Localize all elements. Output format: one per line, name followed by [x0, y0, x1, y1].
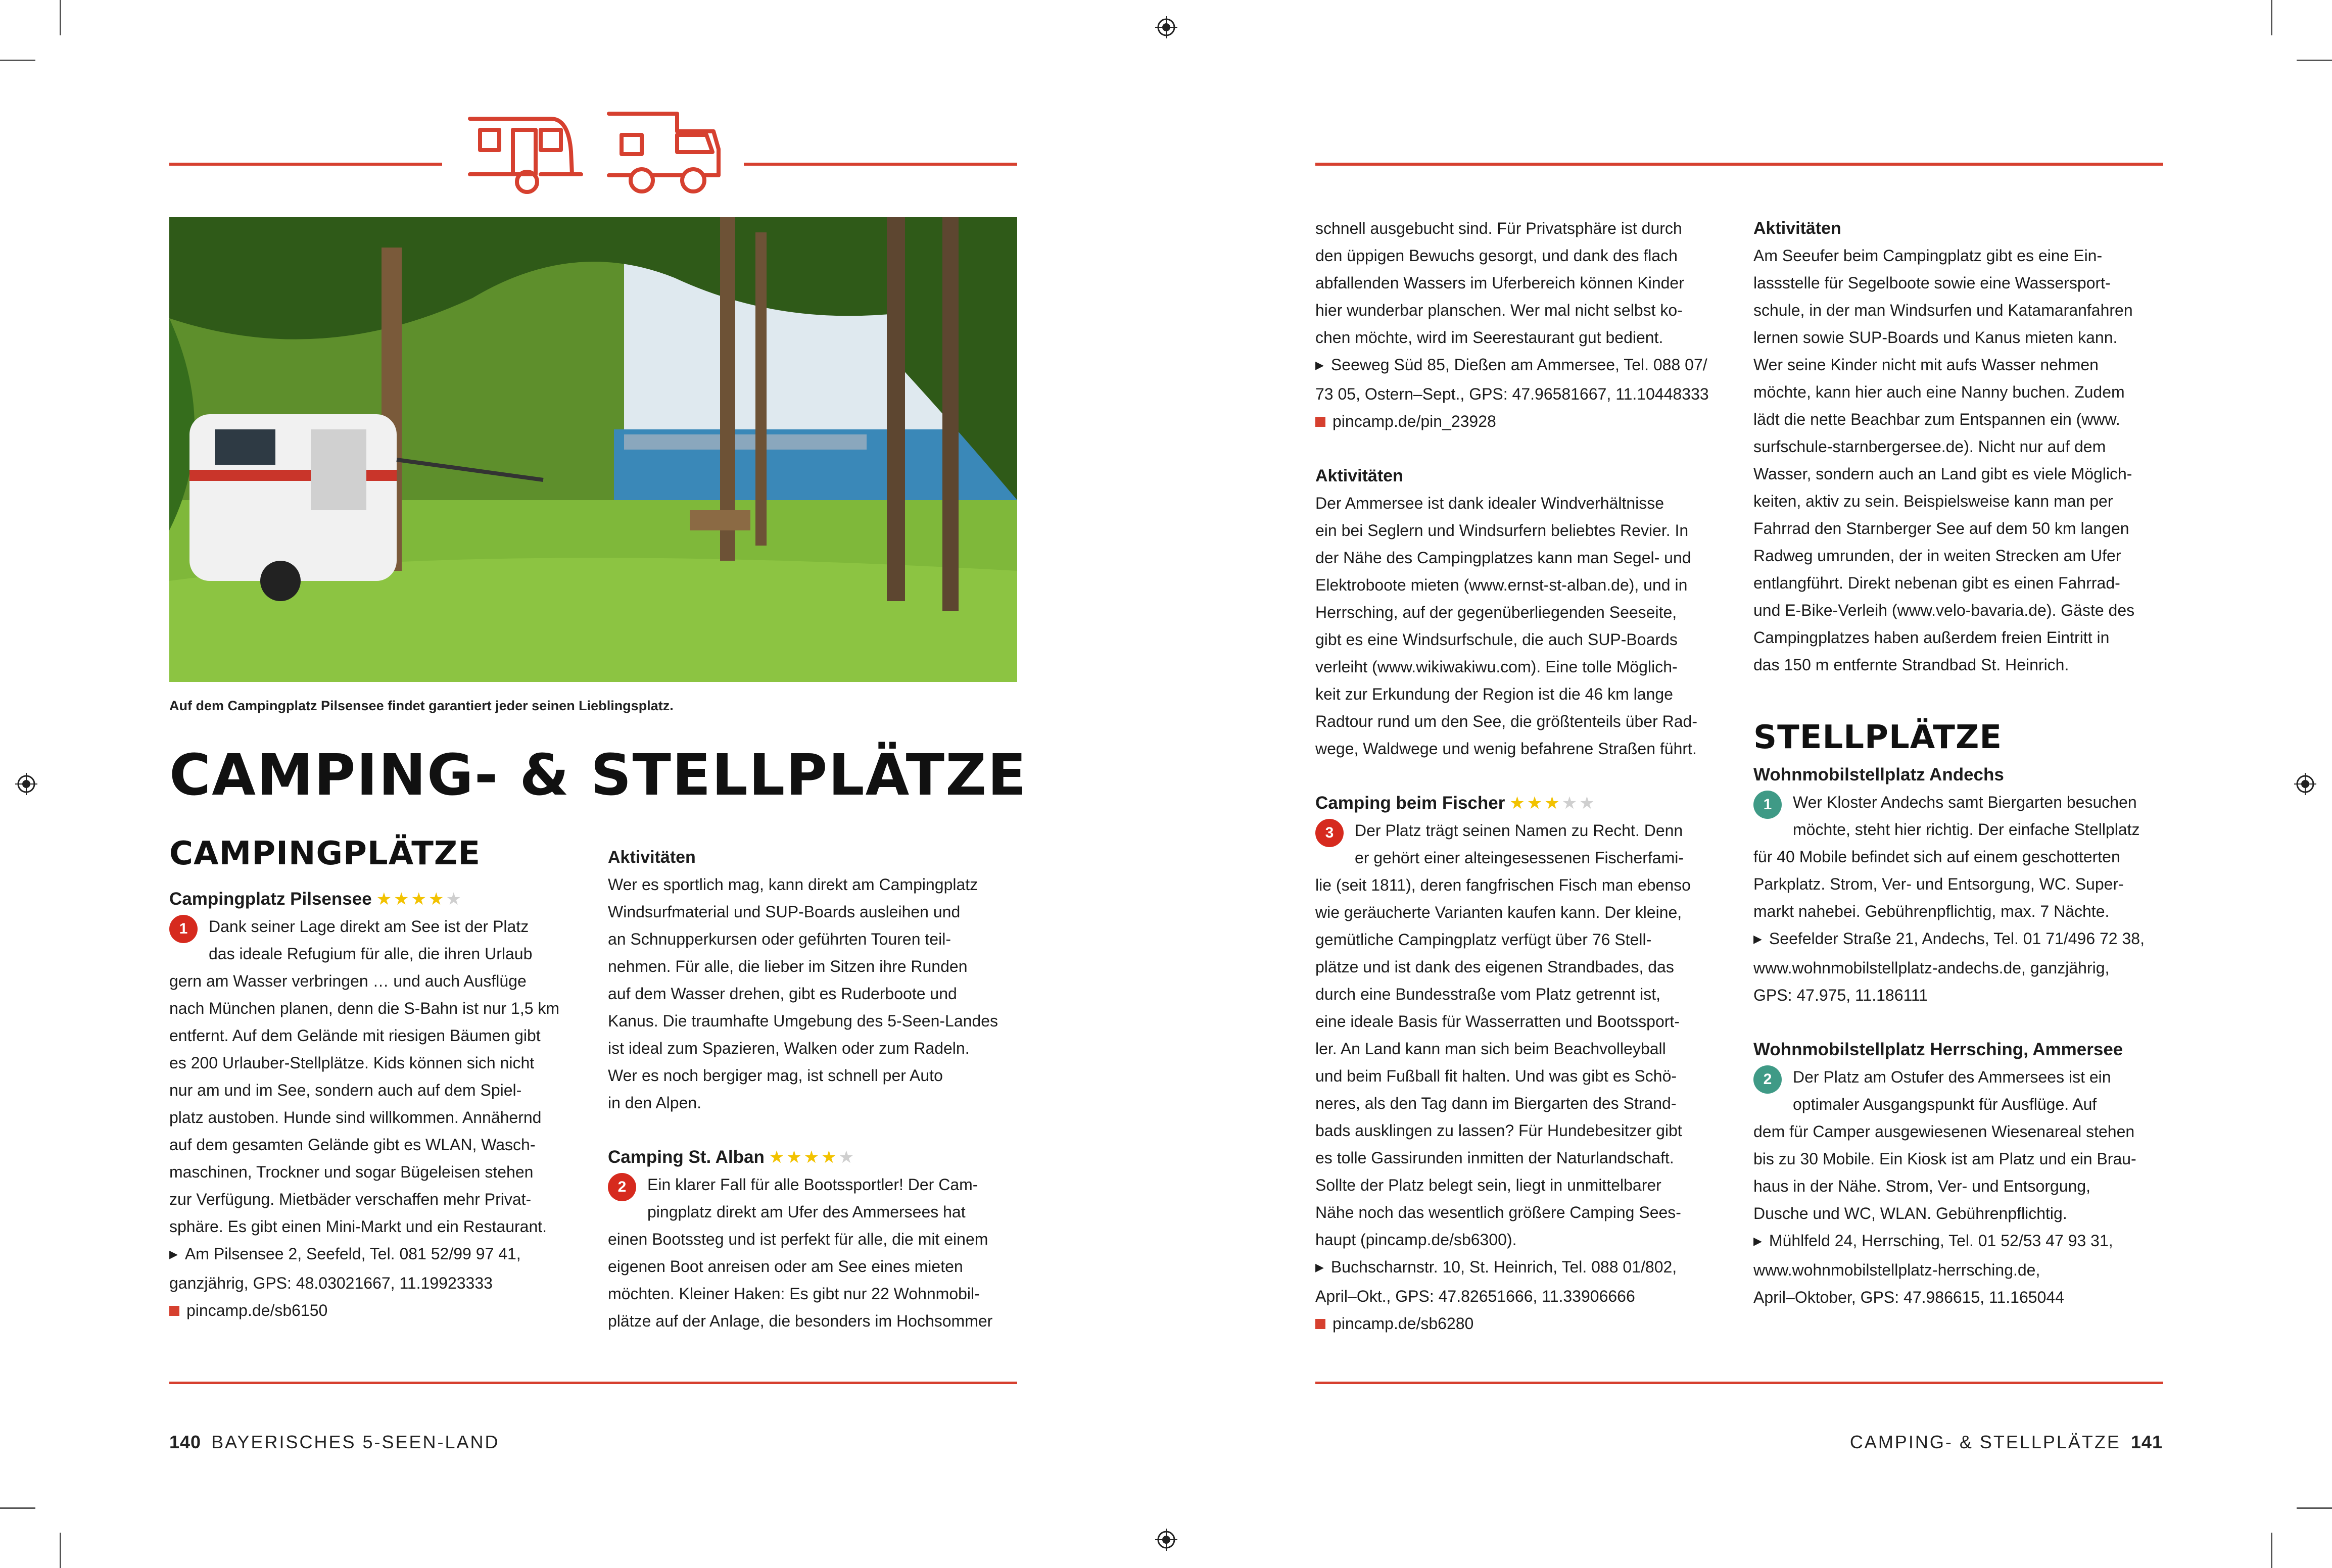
rating-stars: ★★★★★	[1509, 794, 1597, 813]
location-number-badge: 1	[1753, 791, 1782, 819]
left-column-1	[169, 836, 579, 1324]
text-line: neres, als den Tag dann im Biergarten des Strand-	[1315, 1094, 1677, 1112]
pincamp-link[interactable]: pincamp.de/sb6280	[1315, 1310, 1730, 1337]
text-line: markt nahebei. Gebührenpflichtig, max. 7 Nächte.	[1753, 902, 2110, 921]
text-line: lassstelle für Segelboote sowie eine Wassersport-	[1753, 274, 2111, 292]
text-line: keiten, aktiv zu sein. Beispielsweise kann man per	[1753, 492, 2113, 510]
text-line: Elektroboote mieten (www.ernst-st-alban.de), und in	[1315, 576, 1688, 594]
address-line: April–Oktober, GPS: 47.986615, 11.165044	[1753, 1288, 2064, 1307]
right-column-2	[1753, 215, 2168, 1311]
text-line: Wer Kloster Andechs samt Biergarten besuchen	[1793, 793, 2137, 812]
text-line: einen Bootssteg und ist perfekt für alle, die mit einem	[608, 1230, 988, 1248]
text-line: Der Platz am Ostufer des Ammersees ist ein	[1793, 1068, 2111, 1087]
activities-heading: Aktivitäten	[1753, 219, 1841, 238]
text-line: chen möchte, wird im Seerestaurant gut bedient.	[1315, 328, 1663, 347]
entry-body-andechs	[1753, 789, 2168, 1009]
text-line: schnell ausgebucht sind. Für Privatsphäre ist durch	[1315, 219, 1682, 237]
location-number-badge: 3	[1315, 819, 1344, 847]
text-line: ist ideal zum Spazieren, Walken oder zum Radeln.	[608, 1039, 970, 1057]
footer-right	[1850, 1432, 2163, 1453]
page-number: 141	[2130, 1432, 2163, 1452]
bottom-rule-left	[169, 1382, 1017, 1384]
address-line: ▶ Mühlfeld 24, Herrsching, Tel. 01 52/53 47 93 31,	[1753, 1227, 2168, 1256]
page-title: CAMPING- & STELLPLÄTZE	[169, 743, 1027, 808]
text-lines	[1315, 215, 1730, 351]
text-line: nach München planen, denn die S-Bahn ist nur 1,5 km	[169, 999, 560, 1018]
text-line: durch eine Bundesstraße vom Platz getrennt ist,	[1315, 985, 1661, 1003]
text-line: entlangführt. Direkt nebenan gibt es einen Fahrrad-	[1753, 574, 2120, 592]
address-line: ▶ Seeweg Süd 85, Dießen am Ammersee, Tel. 088 07/	[1315, 351, 1730, 380]
entry-body-st-alban	[608, 1171, 1022, 1335]
text-line: Radtour rund um den See, die größtenteils über Rad-	[1315, 712, 1697, 730]
top-rule-right	[1315, 163, 2163, 166]
text-line: möchte, steht hier richtig. Der einfache Stellplatz	[1793, 820, 2140, 839]
text-line: gemütliche Campingplatz verfügt über 76 Stell-	[1315, 930, 1652, 949]
text-line: optimaler Ausgangspunkt für Ausflüge. Auf	[1793, 1095, 2097, 1114]
pincamp-link[interactable]: pincamp.de/sb6150	[169, 1297, 579, 1324]
entry-title-row	[169, 886, 579, 913]
text-line: eine ideale Basis für Wasserratten und Bootssport-	[1315, 1012, 1680, 1031]
text-line: wege, Waldwege und wenig befahrene Straßen führt.	[1315, 740, 1697, 758]
text-line: abfallenden Wassers im Uferbereich können Kinder	[1315, 274, 1684, 292]
text-line: Wer seine Kinder nicht mit aufs Wasser nehmen	[1753, 356, 2099, 374]
location-number-badge: 1	[169, 915, 198, 943]
text-line: nur am und im See, sondern auch auf dem Spiel-	[169, 1081, 522, 1100]
location-number-badge: 2	[608, 1173, 636, 1201]
entry-title-andechs: Wohnmobilstellplatz Andechs	[1753, 765, 2004, 785]
text-line: Wer es sportlich mag, kann direkt am Campingplatz	[608, 875, 978, 894]
entry-title-row	[1315, 790, 1730, 817]
text-line: Sollte der Platz belegt sein, liegt in unmittelbarer	[1315, 1176, 1661, 1194]
text-line: Dank seiner Lage direkt am See ist der Platz	[209, 917, 529, 936]
text-line: verleiht (www.wikiwakiwu.com). Eine tolle Möglich-	[1315, 658, 1678, 676]
entry-title-fischer: Camping beim Fischer	[1315, 793, 1505, 813]
text-line: und E-Bike-Verleih (www.velo-bavaria.de). Gäste des	[1753, 601, 2135, 619]
address-line: ▶ Seefelder Straße 21, Andechs, Tel. 01 71/496 72 38,	[1753, 925, 2168, 954]
caravan-icon	[470, 119, 581, 192]
text-line: lädt die nette Beachbar zum Entspannen ein (www.	[1753, 410, 2120, 428]
text-line: plätze und ist dank des eigenen Strandbades, das	[1315, 958, 1674, 976]
rating-stars: ★★★★★	[376, 890, 463, 909]
text-line: er gehört einer alteingesessenen Fischerfami-	[1355, 849, 1684, 867]
text-line: lernen sowie SUP-Boards und Kanus mieten kann.	[1753, 328, 2118, 347]
text-line: für 40 Mobile befindet sich auf einem geschotterten	[1753, 848, 2120, 866]
text-line: dem für Camper ausgewiesenen Wiesenareal stehen	[1753, 1122, 2135, 1141]
text-line: in den Alpen.	[608, 1094, 702, 1112]
entry-title-pilsensee: Campingplatz Pilsensee	[169, 889, 372, 909]
text-line: sphäre. Es gibt einen Mini-Markt und ein Restaurant.	[169, 1217, 547, 1236]
text-line: Parkplatz. Strom, Ver- und Entsorgung, WC. Super-	[1753, 875, 2124, 894]
text-line: das ideale Refugium für alle, die ihren Urlaub	[209, 945, 533, 963]
text-lines	[169, 913, 579, 1240]
crop-mark	[2297, 60, 2332, 61]
text-line: pingplatz direkt am Ufer des Ammersees hat	[647, 1203, 966, 1221]
text-line: platz austoben. Hunde sind willkommen. Annähernd	[169, 1108, 542, 1127]
right-column-1	[1315, 215, 1730, 1337]
address-line: www.wohnmobilstellplatz-andechs.de, ganzjährig,	[1753, 959, 2110, 977]
text-line: Nähe noch das wesentlich größere Camping Sees-	[1315, 1203, 1681, 1221]
crop-mark	[0, 1507, 35, 1509]
text-line: nehmen. Für alle, die lieber im Sitzen ihre Runden	[608, 957, 968, 975]
text-line: Wasser, sondern auch an Land gibt es viele Möglich-	[1753, 465, 2132, 483]
left-column-2	[608, 844, 1022, 1335]
entry-title-herrsching: Wohnmobilstellplatz Herrsching, Ammersee	[1753, 1040, 2123, 1060]
entry-title-row	[608, 1144, 1022, 1171]
footer-left	[169, 1432, 500, 1453]
text-lines	[608, 871, 1022, 1116]
photo-caption: Auf dem Campingplatz Pilsensee findet garantiert jeder seinen Lieblingsplatz.	[169, 698, 674, 713]
crop-mark	[2271, 0, 2272, 35]
text-line: bads ausklingen zu lassen? Für Hundebesitzer gibt	[1315, 1121, 1682, 1140]
text-line: möchten. Kleiner Haken: Es gibt nur 22 Wohnmobil-	[608, 1285, 980, 1303]
registration-mark	[2294, 773, 2316, 795]
entry-title-st-alban: Camping St. Alban	[608, 1147, 765, 1167]
text-line: surfschule-starnbergersee.de). Nicht nur auf dem	[1753, 437, 2106, 456]
registration-mark	[1155, 1529, 1177, 1551]
activities-heading: Aktivitäten	[1315, 466, 1403, 485]
section-heading-stellplaetze: STELLPLÄTZE	[1753, 719, 2003, 756]
text-line: Der Platz trägt seinen Namen zu Recht. Denn	[1355, 821, 1683, 840]
text-line: keit zur Erkundung der Region ist die 46 km lange	[1315, 685, 1673, 703]
text-line: gern am Wasser verbringen … und auch Ausflüge	[169, 972, 527, 991]
text-lines	[1753, 242, 2168, 678]
text-line: Campingplatzes haben außerdem freien Eintritt in	[1753, 628, 2110, 647]
location-number-badge: 2	[1753, 1065, 1782, 1094]
text-lines	[1315, 817, 1730, 1253]
top-rule-left-a	[169, 163, 442, 166]
crop-mark	[60, 0, 61, 35]
crop-mark	[60, 1533, 61, 1568]
page-number: 140	[169, 1432, 202, 1452]
text-line: Ein klarer Fall für alle Bootssportler! Der Cam-	[647, 1175, 978, 1194]
address-line: ganzjährig, GPS: 48.03021667, 11.19923333	[169, 1274, 493, 1293]
text-lines	[1315, 489, 1730, 762]
crop-mark	[2271, 1533, 2272, 1568]
text-line: Dusche und WC, WLAN. Gebührenpflichtig.	[1753, 1204, 2067, 1223]
address-line: ▶ Buchscharnstr. 10, St. Heinrich, Tel. 088 01/802,	[1315, 1253, 1730, 1283]
campsite-photo	[169, 217, 1017, 682]
bottom-rule-right	[1315, 1382, 2163, 1384]
address-line: 73 05, Ostern–Sept., GPS: 47.96581667, 11.10448333	[1315, 385, 1709, 403]
activities-heading: Aktivitäten	[608, 848, 696, 867]
text-line: ein bei Seglern und Windsurfern beliebtes Revier. In	[1315, 521, 1689, 540]
text-line: schule, in der man Windsurfen und Katamaranfahren	[1753, 301, 2133, 319]
text-line: eigenen Boot anreisen oder am See eines mieten	[608, 1257, 963, 1276]
text-line: Herrsching, auf der gegenüberliegenden Seeseite,	[1315, 603, 1677, 621]
text-line: entfernt. Auf dem Gelände mit riesigen Bäumen gibt	[169, 1026, 541, 1045]
crop-mark	[0, 60, 35, 61]
section-heading-campingplaetze: CAMPINGPLÄTZE	[169, 835, 481, 872]
text-line: gibt es eine Windsurfschule, die auch SUP-Boards	[1315, 630, 1678, 649]
registration-mark	[15, 773, 37, 795]
text-line: Fahrrad den Starnberger See auf dem 50 km langen	[1753, 519, 2129, 537]
text-line: Am Seeufer beim Campingplatz gibt es eine Ein-	[1753, 247, 2103, 265]
footer-title: BAYERISCHES 5-SEEN-LAND	[211, 1432, 500, 1452]
text-lines	[608, 1171, 1022, 1335]
text-line: ler. An Land kann man sich beim Beachvolleyball	[1315, 1040, 1666, 1058]
text-line: Der Ammersee ist dank idealer Windverhältnisse	[1315, 494, 1664, 512]
text-line: hier wunderbar planschen. Wer mal nicht selbst ko-	[1315, 301, 1683, 319]
text-line: maschinen, Trockner und sogar Bügeleisen stehen	[169, 1163, 534, 1182]
text-line: es 200 Urlauber-Stellplätze. Kids können sich nicht	[169, 1054, 535, 1072]
motorhome-icon	[609, 114, 719, 191]
text-line: Radweg umrunden, der in weiten Strecken am Ufer	[1753, 547, 2121, 565]
text-line: und beim Fußball fit halten. Und was gibt es Schö-	[1315, 1067, 1677, 1085]
crop-mark	[2297, 1507, 2332, 1509]
text-line: lie (seit 1811), deren fangfrischen Fisch man ebenso	[1315, 876, 1691, 894]
entry-body-herrsching	[1753, 1063, 2168, 1311]
entry-body-fischer	[1315, 817, 1730, 1337]
registration-mark	[1155, 16, 1177, 38]
text-line: auf dem gesamten Gelände gibt es WLAN, Wasch-	[169, 1136, 536, 1154]
address-line: ▶ Am Pilsensee 2, Seefeld, Tel. 081 52/99 97 41,	[169, 1240, 579, 1269]
text-line: zur Verfügung. Mietbäder verschaffen mehr Privat-	[169, 1190, 532, 1209]
text-lines	[1753, 1063, 2168, 1227]
rating-stars: ★★★★★	[769, 1148, 856, 1167]
text-line: auf dem Wasser drehen, gibt es Ruderboote und	[608, 985, 957, 1003]
footer-title: CAMPING- & STELLPLÄTZE	[1849, 1432, 2121, 1452]
text-lines	[1753, 789, 2168, 925]
text-line: Wer es noch bergiger mag, ist schnell per Auto	[608, 1066, 943, 1085]
text-line: den üppigen Bewuchs gesorgt, und dank des flach	[1315, 247, 1678, 265]
text-line: haus in der Nähe. Strom, Ver- und Entsorgung,	[1753, 1177, 2091, 1196]
text-line: an Schnupperkursen oder geführten Touren teil-	[608, 930, 951, 948]
address-line: www.wohnmobilstellplatz-herrsching.de,	[1753, 1261, 2040, 1280]
vehicle-icons	[465, 104, 728, 200]
text-line: möchte, kann hier auch eine Nanny buchen. Zudem	[1753, 383, 2125, 401]
text-line: das 150 m entfernte Strandbad St. Heinrich.	[1753, 656, 2069, 674]
top-rule-left-b	[744, 163, 1017, 166]
address-line: GPS: 47.975, 11.186111	[1753, 986, 1928, 1005]
text-line: Kanus. Die traumhafte Umgebung des 5-Seen-Landes	[608, 1012, 998, 1030]
text-line: der Nähe des Campingplatzes kann man Segel- und	[1315, 549, 1691, 567]
text-line: wie geräucherte Varianten kaufen kann. Der kleine,	[1315, 903, 1682, 921]
text-line: haupt (pincamp.de/sb6300).	[1315, 1231, 1517, 1249]
entry-body-pilsensee	[169, 913, 579, 1324]
pincamp-link[interactable]: pincamp.de/pin_23928	[1315, 408, 1730, 435]
text-line: plätze auf der Anlage, die besonders im Hochsommer	[608, 1312, 993, 1330]
text-line: bis zu 30 Mobile. Ein Kiosk ist am Platz und ein Brau-	[1753, 1150, 2136, 1168]
address-line: April–Okt., GPS: 47.82651666, 11.33906666	[1315, 1287, 1635, 1305]
text-line: es tolle Gassirunden inmitten der Naturlandschaft.	[1315, 1149, 1674, 1167]
text-line: Windsurfmaterial und SUP-Boards ausleihen und	[608, 903, 961, 921]
